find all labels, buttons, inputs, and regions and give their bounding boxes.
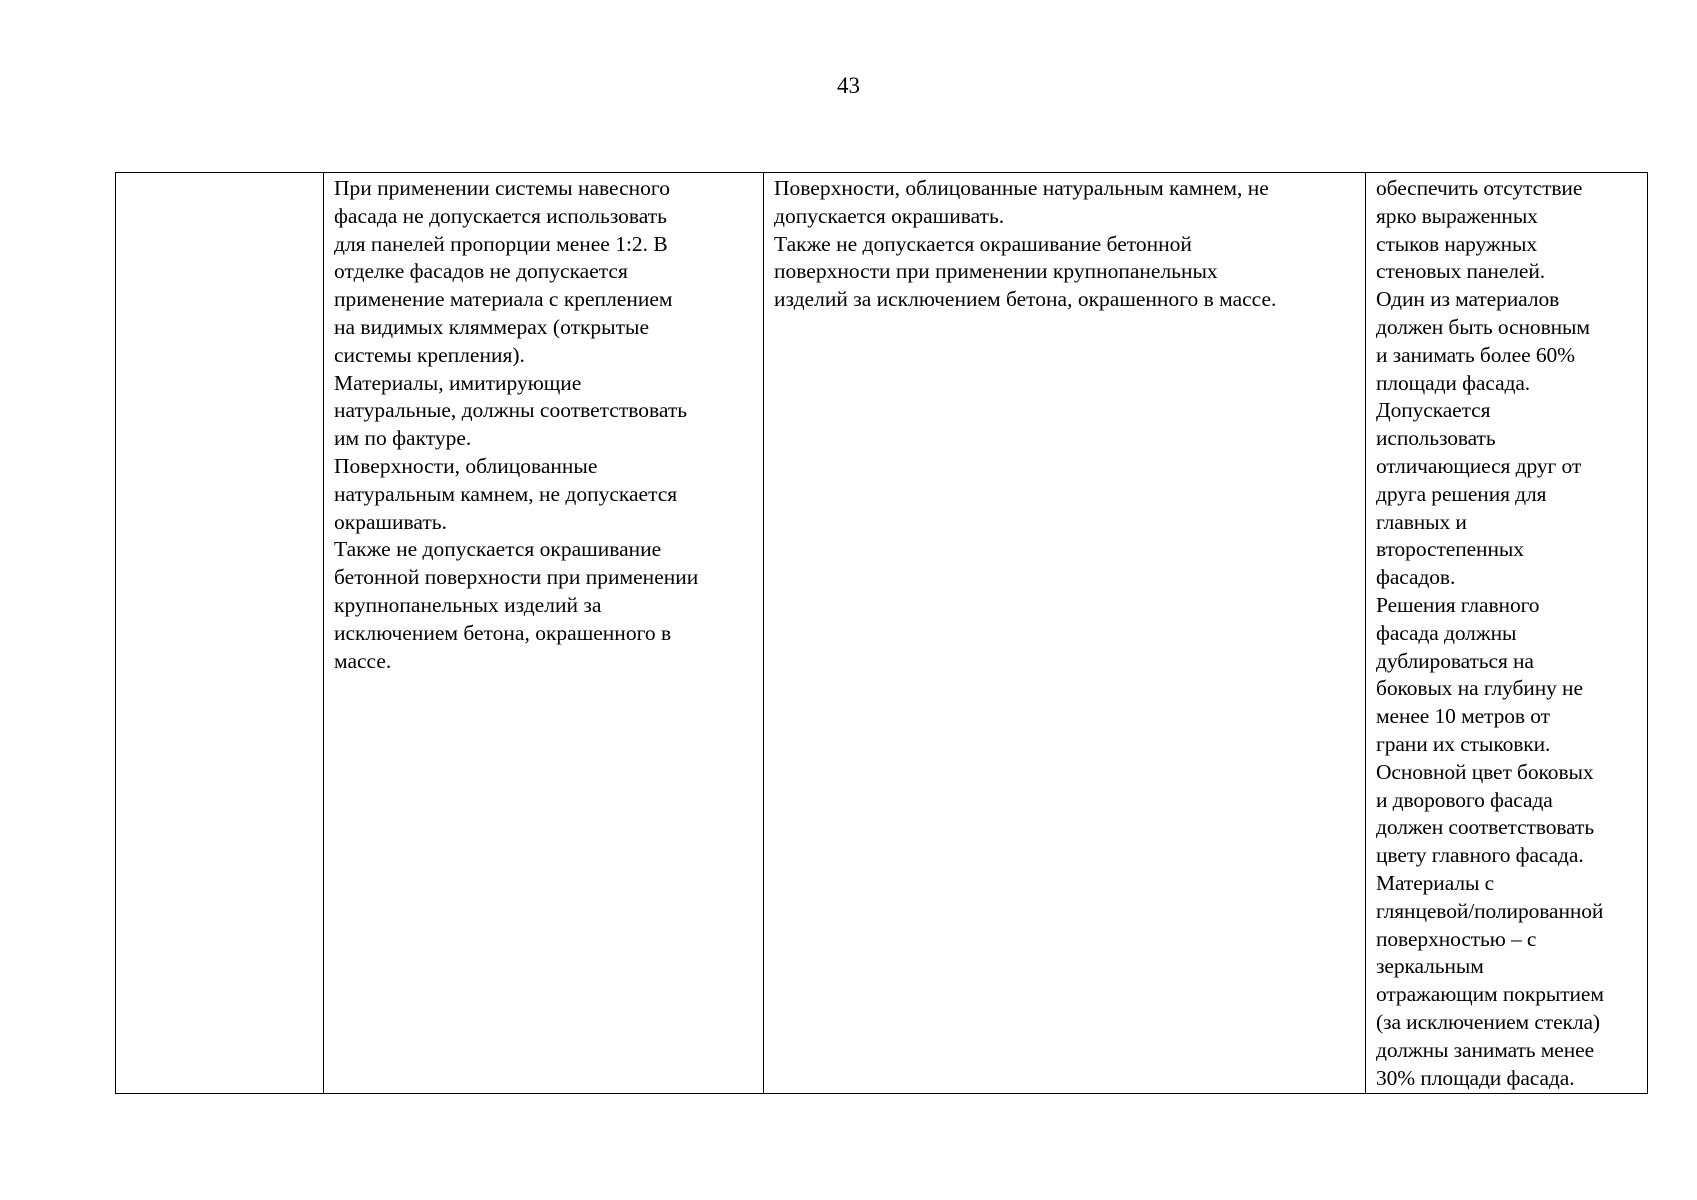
paragraph-natural-stone: Поверхности, облицованные натуральным камнем, не допускается окрашивать.	[334, 453, 678, 534]
paragraph-concrete-painting: Также не допускается окрашивание бетонной поверхности при применении крупнопанельных изделий за исключением бетона, окрашенного в массе.	[334, 537, 699, 673]
table-cell-material-rules	[1366, 173, 1648, 1094]
paragraph-side-facade-color: Основной цвет боковых и дворового фасада должен соответствовать цвету главного фасада.	[1376, 759, 1595, 868]
paragraph-main-facade-duplication: Решения главного фасада должны дублироваться на боковых на глубину не менее 10 метров от грани их стыковки.	[1376, 592, 1583, 756]
table-cell-surface-rules	[764, 173, 1366, 1094]
page-number: 43	[837, 73, 860, 98]
table-row	[116, 173, 1648, 1094]
paragraph-glossy-materials: Материалы с глянцевой/полированной поверхностью – с зеркальным отражающим покрытием (за исключением стекла) должны занимать менее 30% площади фасада.	[1376, 870, 1604, 1090]
paragraph-concrete-painting-wide: Также не допускается окрашивание бетонной поверхности при применении крупнопанельных изделий за исключением бетона, окрашенного в массе.	[774, 231, 1277, 312]
table-cell-empty	[116, 173, 324, 1094]
paragraph-curtain-wall: При применении системы навесного фасада не допускается использовать для панелей пропорции менее 1:2. В отделке фасадов не допускается применение материала с креплением на видимых кляммерах (открытые системы крепления).	[334, 176, 673, 367]
table-cell-facade-rules	[324, 173, 764, 1094]
paragraph-imitation-materials: Материалы, имитирующие натуральные, должны соответствовать им по фактуре.	[334, 370, 688, 451]
requirements-table	[115, 172, 1648, 1094]
paragraph-main-material: Один из материалов должен быть основным и занимать более 60% площади фасада.	[1376, 287, 1590, 395]
paragraph-different-solutions: Допускается использовать отличающиеся друг от друга решения для главных и второстепенных фасадов.	[1376, 398, 1582, 590]
paragraph-natural-stone-wide: Поверхности, облицованные натуральным камнем, не допускается окрашивать.	[774, 176, 1269, 228]
paragraph-panel-joints: обеспечить отсутствие ярко выраженных стыков наружных стеновых панелей.	[1376, 176, 1583, 284]
